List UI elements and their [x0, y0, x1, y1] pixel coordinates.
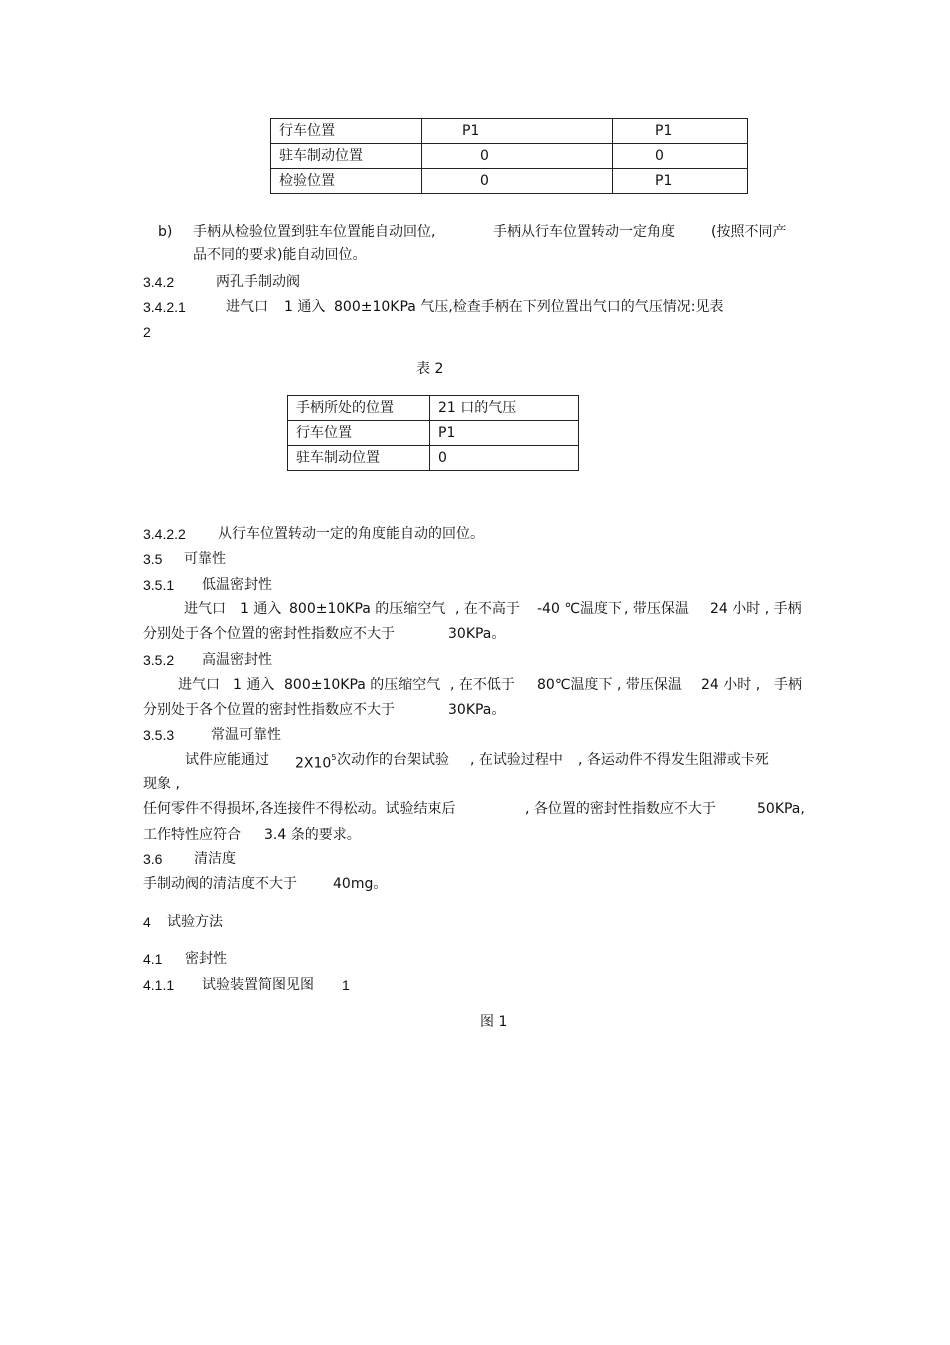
paragraph-text: 800±10KPa 气压,检查手柄在下列位置出气口的气压情况:见表	[334, 299, 724, 315]
section-title: 两孔手制动阀	[216, 274, 300, 290]
paragraph-text: 24 小时 ,	[701, 677, 761, 693]
paragraph-text: -40 ℃温度下	[537, 601, 623, 617]
paragraph-text: 进气口	[178, 677, 220, 693]
section-number: 3.5.1	[143, 577, 175, 593]
paragraph-text: 50KPa,	[757, 801, 805, 817]
table-row	[288, 396, 579, 421]
section-number: 3.5.3	[143, 727, 175, 743]
paragraph-text: , 各位置的密封性指数应不大于	[525, 801, 716, 817]
table-cell: P1	[613, 169, 748, 194]
table-1	[270, 118, 748, 194]
paragraph-text: 任何零件不得损坏,各连接件不得松动。试验结束后	[143, 801, 456, 817]
item-b-label: b)	[158, 224, 173, 240]
item-b-text: 品不同的要求)能自动回位。	[193, 247, 367, 263]
paragraph-text: 试件应能通过	[185, 752, 269, 768]
section-title: 试验装置简图见图	[202, 977, 314, 993]
table-header-cell: 手柄所处的位置	[288, 396, 430, 421]
paragraph-text: 80℃温度下	[537, 677, 613, 693]
section-number: 3.5	[143, 551, 163, 567]
section-number: 4.1	[143, 951, 163, 967]
table-cell: 0	[422, 144, 613, 169]
table-cell: 驻车制动位置	[288, 446, 430, 471]
paragraph-text: 分别处于各个位置的密封性指数应不大于	[143, 702, 395, 718]
item-b-text: (按照不同产	[711, 224, 787, 240]
section-title: 清洁度	[194, 851, 236, 867]
paragraph-text: , 在不高于	[455, 601, 520, 617]
table-cell: 0	[613, 144, 748, 169]
table-cell: 驻车制动位置	[271, 144, 422, 169]
table-header-cell: 21 口的气压	[430, 396, 579, 421]
exponent: 5	[331, 753, 337, 762]
table-cell: 0	[430, 446, 579, 471]
item-b-text: 手柄从行车位置转动一定角度	[493, 224, 675, 240]
item-b-text: 手柄从检验位置到驻车位置能自动回位,	[193, 224, 436, 240]
table-row	[271, 119, 748, 144]
paragraph-text: 手制动阀的清洁度不大于	[143, 876, 297, 892]
paragraph-text: 从行车位置转动一定的角度能自动的回位。	[218, 526, 484, 542]
figure-caption: 图 1	[480, 1014, 508, 1030]
paragraph-text: 次动作的台架试验	[337, 752, 449, 768]
paragraph-text: 24 小时 , 手柄	[710, 601, 802, 617]
section-number: 4.1.1	[143, 977, 175, 993]
paragraph-text: 2	[143, 324, 151, 340]
paragraph-text: 进气口	[184, 601, 226, 617]
exponent-base: 2X10	[295, 755, 332, 772]
section-number: 3.4.2.2	[143, 526, 186, 542]
table-row	[271, 169, 748, 194]
paragraph-text: , 带压保温	[624, 601, 689, 617]
section-title: 试验方法	[167, 914, 223, 930]
paragraph-text: 3.4 条的要求。	[264, 827, 361, 843]
paragraph-text: 40mg。	[333, 876, 388, 892]
table-cell: P1	[422, 119, 613, 144]
paragraph-text: 1 通入	[240, 601, 282, 617]
section-number: 4	[143, 914, 151, 930]
paragraph-text: 1 通入	[284, 299, 326, 315]
section-title: 常温可靠性	[211, 727, 281, 743]
section-number: 3.4.2.1	[143, 299, 186, 315]
section-title: 可靠性	[184, 551, 226, 567]
paragraph-text: 现象 ,	[143, 776, 180, 792]
table-caption: 表 2	[416, 361, 444, 377]
paragraph-text: 30KPa。	[448, 702, 506, 718]
table-cell: P1	[430, 421, 579, 446]
section-title: 密封性	[185, 951, 227, 967]
table-2	[287, 395, 579, 471]
paragraph-text: 进气口	[226, 299, 268, 315]
paragraph-text: 1 通入	[233, 677, 275, 693]
paragraph-text: 800±10KPa 的压缩空气	[289, 601, 446, 617]
section-title: 低温密封性	[202, 577, 272, 593]
paragraph-text: 分别处于各个位置的密封性指数应不大于	[143, 626, 395, 642]
section-title: 高温密封性	[202, 652, 272, 668]
paragraph-text: 手柄	[774, 677, 802, 693]
table-row	[288, 421, 579, 446]
table-cell: 检验位置	[271, 169, 422, 194]
paragraph-text: , 在不低于	[450, 677, 515, 693]
paragraph-text	[295, 751, 336, 773]
table-cell: 0	[422, 169, 613, 194]
figure-reference: 1	[342, 977, 350, 993]
section-number: 3.5.2	[143, 652, 175, 668]
paragraph-text: 30KPa。	[448, 626, 506, 642]
paragraph-text: , 各运动件不得发生阻滞或卡死	[578, 752, 769, 768]
paragraph-text: , 带压保温	[617, 677, 682, 693]
table-cell: 行车位置	[288, 421, 430, 446]
table-row	[288, 446, 579, 471]
table-cell: P1	[613, 119, 748, 144]
section-number: 3.4.2	[143, 274, 175, 290]
paragraph-text: , 在试验过程中	[470, 752, 563, 768]
paragraph-text: 工作特性应符合	[143, 827, 241, 843]
table-row	[271, 144, 748, 169]
table-cell: 行车位置	[271, 119, 422, 144]
paragraph-text: 800±10KPa 的压缩空气	[284, 677, 441, 693]
section-number: 3.6	[143, 851, 163, 867]
